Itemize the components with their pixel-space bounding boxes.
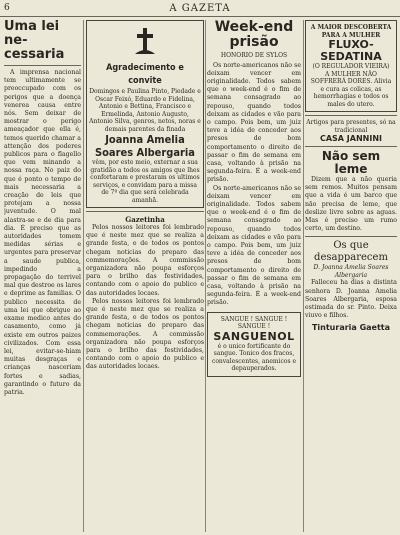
advert2-title: Artigos para presentes, só na tradicional [306, 119, 396, 134]
article-subhead: D. Joanna Amelia Soares Albergaria [313, 264, 389, 279]
divider [86, 211, 204, 212]
advert-sub: (O REGULADOR VIEIRA) [312, 63, 390, 70]
article-body-cont: Os norte-americanos não se deixam vencer em originalidade. Todos sabem que o week-end é o fim de semana consagrado ao repouso, quando todos deixam as cidades e vão para o campo. Pois bem, um juiz teve a idéa de conceder aos presos de bom comportamento o direito de passar o fim de semana em casa, voltando à prisão na segunda-feira. É a week-end prisão. [207, 184, 301, 307]
deceased-name: Joanna Amelia Soares Albergaria [95, 133, 195, 159]
section-body: Pelos nossos leitores foi lembrado que é neste mez que se realiza a grande festa, e de todos os pontos chegam noticias do preparo das commemorações. A commissão organizadora não poupa esforços para o brilho das festividades, contando com o apoio do publico e das autoridades locaes. [86, 224, 204, 297]
article-body: Dizem que a não queria sem remos. Muitos pensam que a vida é um barco que não precisa de leme, que deslize livre sobre as aguas. Mas é preciso um rumo certo, um destino. [305, 176, 397, 233]
section-title: Gazetinha [125, 215, 165, 224]
obituary-advert [86, 20, 204, 208]
fluxo-advert [305, 20, 397, 112]
column-rule [205, 20, 206, 532]
advert-tail: vêm, por este meio, externar a sua gratidão a todos os amigos que lhes confortaram e prestaram os ultimos serviços, e convidam para a missa de 7º dia que será celebrada amanhã. [90, 159, 200, 204]
paper-name: A GAZETA [169, 3, 231, 14]
article-headline: Uma lei necessaria [4, 20, 65, 62]
advert-body: é o unico fortificante do sangue. Tonico dos fracos, convalescentes, anemicos e depauperados. [211, 342, 297, 373]
column-1 [4, 20, 81, 532]
advert3-name: Tinturaria Gaetta [311, 323, 391, 333]
column-rule [303, 20, 304, 532]
cross-emblem-icon [132, 26, 158, 56]
sanguenol-advert [207, 312, 301, 377]
article-headline: Não sem leme [321, 149, 381, 176]
section-body-cont: Pelos nossos leitores foi lembrado que é neste mez que se realiza a grande festa, e de todos os pontos chegam noticias do preparo das commemorações. A commissão organizadora não poupa esforços para o brilho das festividades, contando com o apoio do publico e das autoridades locaes. [86, 297, 204, 371]
divider [305, 236, 397, 237]
advert-name: FLUXO-SEDATINA [320, 38, 382, 63]
page-number: 6 [4, 3, 10, 13]
article-body: A imprensa nacional tem ultimamente se preoccupado com os perigos que a doença venerea causa entre nós. Sem deixar de mostrar o perigo ameaçador que ella é, temos querido chamar a attenção dos poderes publicos para o flagello que vem minando a nossa raça. No paiz do que é ponto o tempo de mais necessaria a creação de leis que protejam a nossa juventude. O mal alastra-se e de dia para dia. É preciso que as autoridades tomem medidas sérias e urgentes para preservar a saude publica, impedindo a propagação do terrivel mal que destroe os lares e deprime as familias. O publico necessita de uma lei que obrigue ao exame medico antes do casamento, como já existe em outros paizes civilizados. Com essa lei, evitar-se-hiam muitas desgraças e crianças nasceriam fortes e sadias, garantindo o futuro da patria. [4, 69, 81, 396]
column-rule [83, 20, 84, 532]
column-4 [305, 20, 397, 532]
advert-title: Agradecimento e convite [106, 63, 184, 86]
byline: HONORIO DE SYLOS [220, 52, 288, 59]
advert-sub: SANGUE ! SANGUE ! SANGUE ! [220, 315, 288, 331]
article-body-2: Falleceu ha dias a distinta senhora D. Joanna Amelia Soares Albergaria, esposa estimada do sr. Pinto. Deixa viuvo e filhos. [305, 279, 397, 320]
article-headline: Week-end prisão [214, 20, 294, 50]
advert-name: SANGUENOL [213, 329, 295, 343]
advert-body: A MULHER NÃO SOFFRERÁ DORES. Alivia e cura as colicas, as hemorrhagias e todos os males do utero. [310, 70, 392, 108]
column-3 [207, 20, 301, 532]
advert-body: Domingos e Paulina Pinto, Piedade e Oscar Feixó, Eduardo e Fidelina, Antonio e Bettina, Francisco e Ermelinda, Antonio Augusto, Antonio Silva, genros, netos, noras e demais parentes da finada [89, 88, 201, 133]
column-2 [86, 20, 204, 532]
article-headline-2: Os que desapparecem [314, 240, 388, 264]
advert-title: A MAIOR DESCOBERTA PARA A MULHER [310, 24, 392, 39]
divider [305, 146, 397, 147]
divider [4, 65, 81, 66]
masthead [0, 0, 400, 17]
advert2-name: CASA JANNINI [319, 134, 382, 143]
article-body: Os norte-americanos não se deixam vencer em originalidade. Todos sabem que o week-end é o fim de semana consagrado ao repouso, quando todos deixam as cidades e vão para o campo. Pois bem, um juiz teve a idéa de conceder aos presos de bom comportamento o direito de passar o fim de semana em casa, voltando à prisão na segunda-feira. É a week-end prisão. [207, 61, 301, 184]
divider [305, 115, 397, 116]
